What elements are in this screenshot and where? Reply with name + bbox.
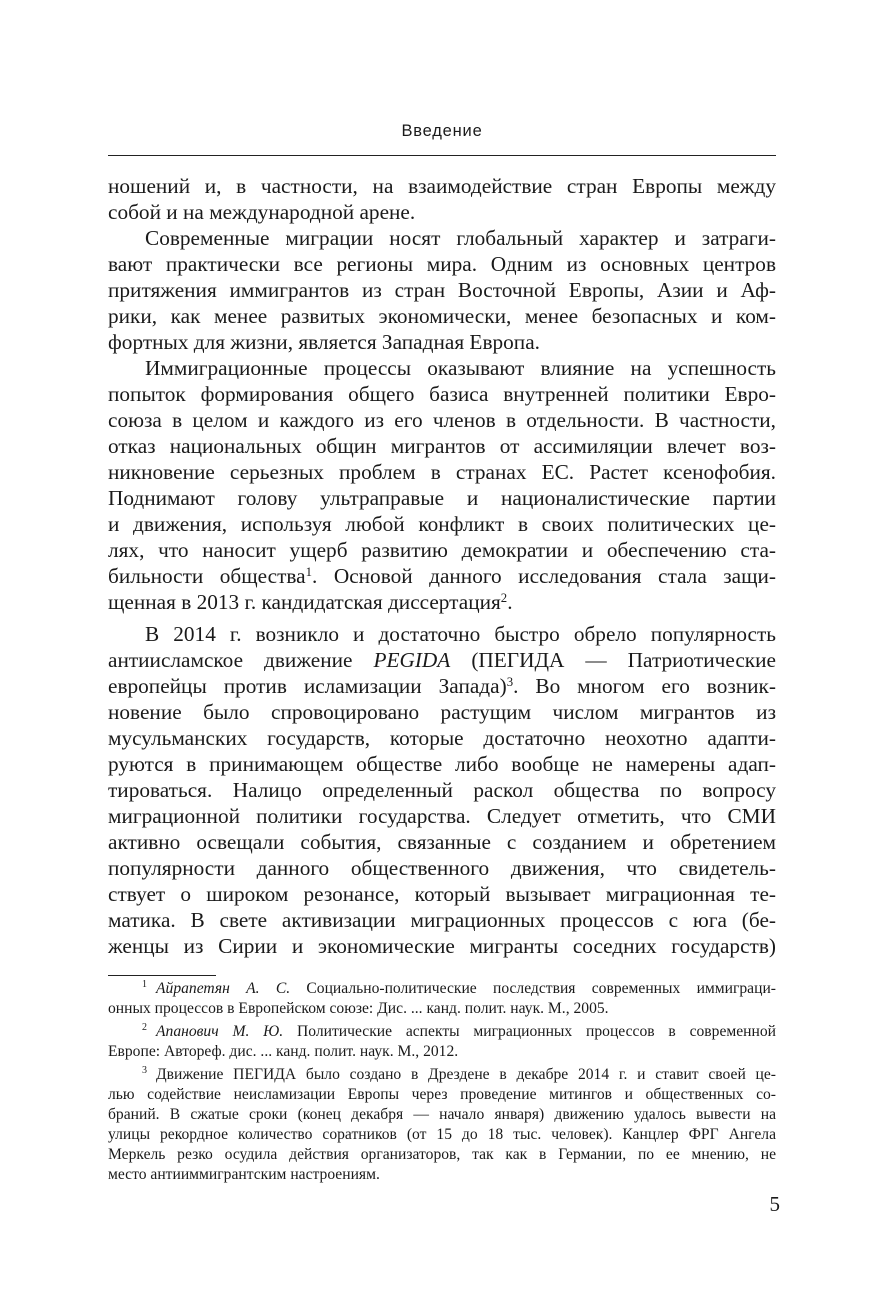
text-segment: антиисламское движение — [108, 648, 374, 672]
footnote-mark: 3 — [142, 1065, 147, 1076]
text-line — [108, 589, 776, 615]
text-line — [108, 647, 776, 673]
footnote-1 — [108, 979, 776, 999]
text-segment: щенная в 2013 г. кандидатская диссертация — [108, 590, 501, 614]
footnote-line: улицы рекордное количество соратников (от 15 до 18 тыс. человек). Канцлер ФРГ Ангела — [108, 1126, 776, 1143]
header-rule — [108, 155, 776, 156]
footnote-3 — [108, 1065, 776, 1085]
text-line: матика. В свете активизации миграционных процессов с юга (бе- — [108, 908, 776, 932]
footnote-mark: 1 — [142, 979, 147, 990]
text-line: собой и на международной арене. — [108, 200, 416, 224]
footnote-line: Меркель резко осудила действия организаторов, так как в Германии, по ее мнению, не — [108, 1146, 776, 1163]
text-line: женцы из Сирии и экономические мигранты соседних государств) — [108, 934, 776, 958]
footnote-ref-1[interactable]: 1 — [305, 564, 313, 579]
text-segment: европейцы против исламизации Запада) — [108, 674, 507, 698]
text-line: миграционной политики государства. Следует отметить, что СМИ — [108, 804, 776, 828]
text-line: Иммиграционные процессы оказывают влияние на успешность — [145, 356, 776, 380]
footnote-line: онных процессов в Европейском союзе: Дис. ... канд. полит. наук. М., 2005. — [108, 1000, 609, 1017]
footnote-mark: 2 — [142, 1022, 147, 1033]
text-line — [108, 673, 776, 699]
text-line: ношений и, в частности, на взаимодействие стран Европы между — [108, 174, 776, 198]
text-segment: бильности общества — [108, 564, 306, 588]
text-line: тироваться. Налицо определенный раскол общества по вопросу — [108, 778, 776, 802]
text-line: рики, как менее развитых экономически, менее безопасных и ком- — [108, 304, 776, 328]
text-line: отказ национальных общин мигрантов от ассимиляции влечет воз- — [108, 434, 776, 458]
footnote-text: Политические аспекты миграционных процессов в современной — [283, 1023, 777, 1040]
footnote-ref-3[interactable]: 3 — [506, 674, 514, 689]
footnote-line: лью содействие неисламизации Европы через проведение митингов и общественных со- — [108, 1086, 776, 1103]
text-line: активно освещали события, связанные с созданием и обретением — [108, 830, 776, 854]
text-line: Современные миграции носят глобальный характер и затраги- — [145, 226, 776, 250]
text-line: руются в принимающем обществе либо вообще не намерены адап- — [108, 752, 776, 776]
text-segment: . Основой данного исследования стала защи- — [312, 564, 777, 588]
footnote-line: место антииммигрантским настроениям. — [108, 1166, 380, 1183]
footnote-text: Движение ПЕГИДА было создано в Дрездене в декабре 2014 г. и ставит своей це- — [156, 1066, 776, 1083]
running-head: Введение — [401, 122, 483, 140]
text-line — [108, 563, 776, 589]
footnote-line: Европе: Автореф. дис. ... канд. полит. наук. М., 2012. — [108, 1043, 459, 1060]
text-line: никновение серьезных проблем в странах ЕС. Растет ксенофобия. — [108, 460, 776, 484]
page-number: 5 — [769, 1192, 780, 1216]
text-line: фортных для жизни, является Западная Европа. — [108, 330, 540, 354]
footnote-text: Социально-политические последствия современных иммиграци- — [290, 980, 776, 997]
text-line: популярности данного общественного движения, что свидетель- — [108, 856, 776, 880]
text-segment: (ПЕГИДА — Патриотические — [450, 648, 776, 672]
text-segment: . Во многом его возник- — [513, 674, 776, 698]
footnote-rule — [108, 975, 216, 976]
text-line: ствует о широком резонансе, который вызывает миграционная те- — [108, 882, 776, 906]
footnote-ref-2[interactable]: 2 — [500, 590, 508, 605]
text-line: мусульманских государств, которые достаточно неохотно адапти- — [108, 726, 776, 750]
text-line: и движения, используя любой конфликт в своих политических це- — [108, 512, 776, 536]
movement-name: PEGIDA — [373, 648, 451, 672]
footnote-line: браний. В сжатые сроки (конец декабря — начало января) движению удалось вывести на — [108, 1106, 776, 1123]
footnote-author: Айрапетян А. С. — [156, 980, 291, 997]
text-line: новение было спровоцировано растущим числом мигрантов из — [108, 700, 776, 724]
text-line: вают практически все регионы мира. Одним из основных центров — [108, 252, 776, 276]
text-segment: . — [507, 590, 513, 614]
text-line: союза в целом и каждого из его членов в отдельности. В частности, — [108, 408, 776, 432]
footnote-author: Апанович М. Ю. — [156, 1023, 284, 1040]
footnote-2 — [108, 1022, 776, 1042]
text-line: притяжения иммигрантов из стран Восточной Европы, Азии и Аф- — [108, 278, 776, 302]
text-line: попыток формирования общего базиса внутренней политики Евро- — [108, 382, 776, 406]
text-line: лях, что наносит ущерб развитию демократии и обеспечению ста- — [108, 538, 776, 562]
text-line: В 2014 г. возникло и достаточно быстро обрело популярность — [145, 622, 776, 646]
text-line: Поднимают голову ультраправые и националистические партии — [108, 486, 776, 510]
